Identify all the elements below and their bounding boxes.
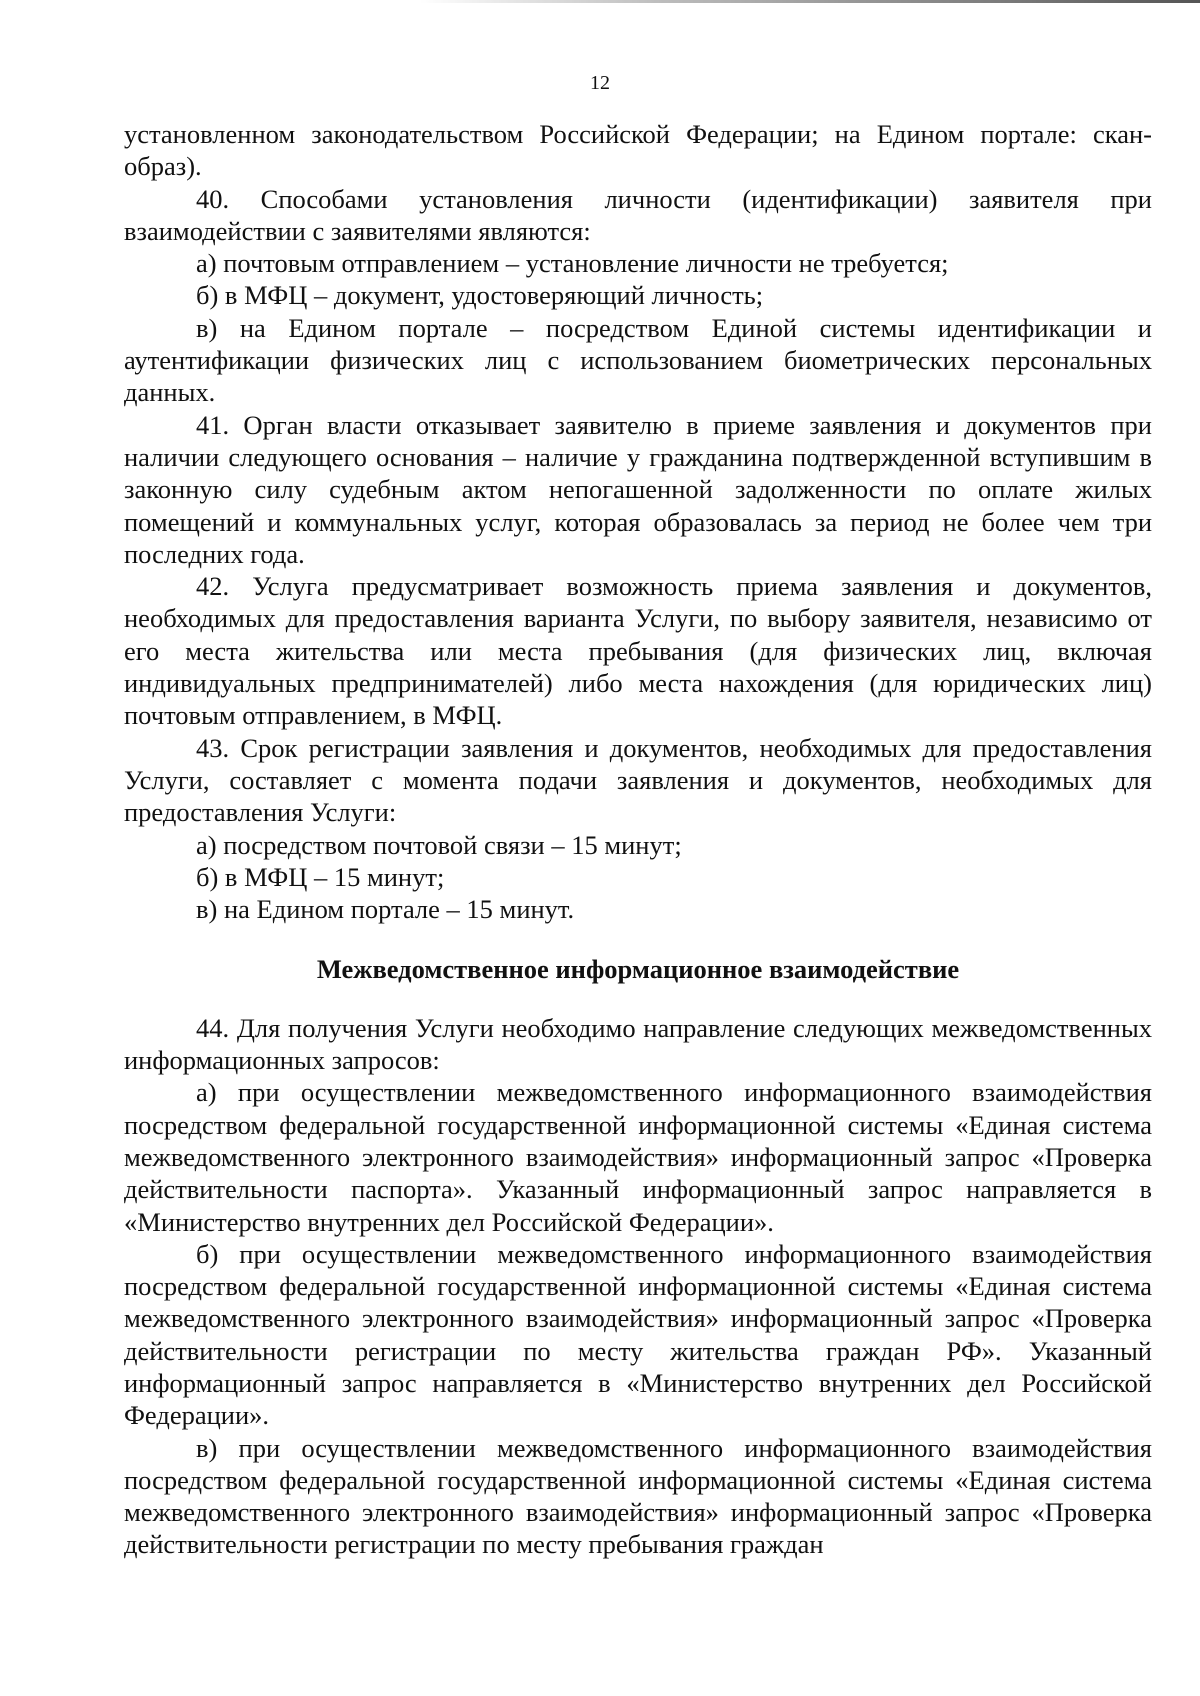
- paragraph-44: 44. Для получения Услуги необходимо направление следующих межведомственных информационных запросов:: [124, 1012, 1152, 1076]
- paragraph-41: 41. Орган власти отказывает заявителю в приеме заявления и документов при наличии следующего основания – наличие у гражданина подтвержденной вступившим в законную силу судебным актом непогашенной задолженности по оплате жилых помещений и коммунальных услуг, которая образовалась за период не более чем три последних года.: [124, 409, 1152, 569]
- page-number: 12: [590, 72, 610, 94]
- scan-edge-line: [0, 0, 1200, 3]
- section-heading: Межведомственное информационное взаимодействие: [316, 954, 960, 985]
- paragraph-40: 40. Способами установления личности (идентификации) заявителя при взаимодействии с заявителями являются:: [124, 183, 1152, 246]
- paragraph-40-a: а) почтовым отправлением – установление личности не требуется;: [196, 248, 949, 279]
- paragraph-43-b: б) в МФЦ – 15 минут;: [196, 861, 445, 892]
- paragraph-44-b: б) при осуществлении межведомственного информационного взаимодействия посредством федеральной государственной информационной системы «Единая система межведомственного электронного взаимодействия» информационный запрос «Проверка действительности регистрации по месту жительства граждан РФ». Указанный информационный запрос направляется в «Министерство внутренних дел Российской Федерации».: [124, 1238, 1152, 1431]
- paragraph-40-b: б) в МФЦ – документ, удостоверяющий личность;: [196, 280, 764, 311]
- paragraph-43-c: в) на Едином портале – 15 минут.: [196, 894, 575, 925]
- paragraph-43: 43. Срок регистрации заявления и документов, необходимых для предоставления Услуги, составляет с момента подачи заявления и документов, необходимых для предоставления Услуги:: [124, 732, 1152, 828]
- paragraph-43-a: а) посредством почтовой связи – 15 минут;: [196, 829, 682, 860]
- paragraph-44-c: в) при осуществлении межведомственного информационного взаимодействия посредством федеральной государственной информационной системы «Единая система межведомственного электронного взаимодействия» информационный запрос «Проверка действительности регистрации по месту пребывания граждан: [124, 1432, 1152, 1560]
- paragraph-continuation: установленном законодательством Российской Федерации; на Едином портале: скан-образ).: [124, 119, 1152, 182]
- document-body: [124, 118, 1152, 1561]
- paragraph-42: 42. Услуга предусматривает возможность приема заявления и документов, необходимых для предоставления варианта Услуги, по выбору заявителя, независимо от его места жительства или места пребывания (для физических лиц, включая индивидуальных предпринимателей) либо места нахождения (для юридических лиц) почтовым отправлением, в МФЦ.: [124, 571, 1152, 731]
- paragraph-40-c: в) на Едином портале – посредством Единой системы идентификации и аутентификации физических лиц с использованием биометрических персональных данных.: [124, 312, 1152, 408]
- paragraph-44-a: а) при осуществлении межведомственного информационного взаимодействия посредством федеральной государственной информационной системы «Единая система межведомственного электронного взаимодействия» информационный запрос «Проверка действительности паспорта». Указанный информационный запрос направляется в «Министерство внутренних дел Российской Федерации».: [124, 1077, 1152, 1237]
